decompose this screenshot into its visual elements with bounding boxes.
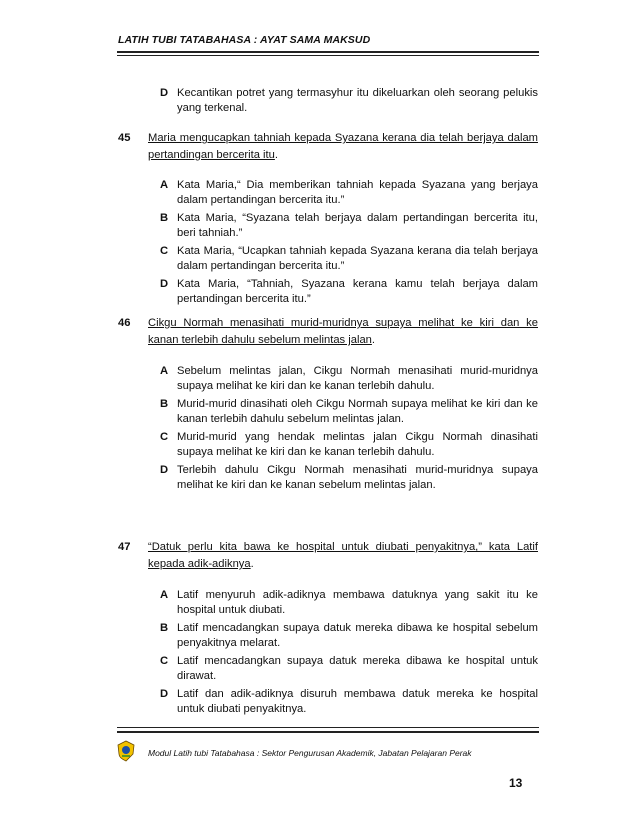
option-text: Latif menyuruh adik-adiknya membawa datuknya yang sakit itu ke hospital untuk diubati. <box>177 589 538 616</box>
prompt-tail: . <box>274 149 278 161</box>
option-letter: D <box>160 464 169 476</box>
option-text: Murid-murid dinasihati oleh Cikgu Normah supaya melihat ke kiri dan ke kanan terlebih dahulu sebelum melintas jalan. <box>177 398 538 425</box>
prompt-underlined: Cikgu Normah menasihati murid-muridnya supaya melihat ke kiri dan ke kanan terlebih dahulu sebelum melintas jalan <box>148 317 538 346</box>
state-crest-logo-icon <box>116 740 136 762</box>
option-d <box>160 463 538 492</box>
question-prompt <box>148 539 538 573</box>
prompt-tail: . <box>371 334 376 346</box>
option-a <box>160 178 538 207</box>
question-number: 45 <box>118 132 131 144</box>
option-letter: A <box>160 179 169 191</box>
question-number: 46 <box>118 317 131 329</box>
footer-text: Modul Latih tubi Tatabahasa : Sektor Pengurusan Akademik, Jabatan Pelajaran Perak <box>148 748 472 758</box>
header-divider-thin <box>117 55 539 56</box>
option-text: Latif dan adik-adiknya disuruh membawa datuk mereka ke hospital untuk diubati penyakitnya. <box>177 688 538 715</box>
option-a <box>160 364 538 393</box>
footer-divider <box>117 731 539 733</box>
options-47 <box>160 588 538 720</box>
option-d <box>160 86 538 115</box>
option-text: Kecantikan potret yang termasyhur itu dikeluarkan oleh seorang pelukis yang terkenal. <box>177 87 538 114</box>
option-letter: C <box>160 245 169 257</box>
option-d <box>160 277 538 306</box>
options-45 <box>160 178 538 310</box>
options-46 <box>160 364 538 496</box>
option-text: Terlebih dahulu Cikgu Normah menasihati murid-muridnya supaya melihat ke kiri dan ke kanan sebelum melintas jalan. <box>177 464 538 491</box>
option-text: Murid-murid yang hendak melintas jalan Cikgu Normah dinasihati supaya melihat ke kiri dan ke kanan terlebih dahulu. <box>177 431 538 458</box>
prompt-underlined: “Datuk perlu kita bawa ke hospital untuk diubati penyakitnya,” kata Latif kepada adik-adiknya <box>148 541 538 570</box>
option-c <box>160 430 538 459</box>
header-divider <box>117 51 539 53</box>
option-letter: C <box>160 655 169 667</box>
option-letter: C <box>160 431 169 443</box>
option-letter: A <box>160 589 169 601</box>
option-c <box>160 244 538 273</box>
page-header-title: LATIH TUBI TATABAHASA : AYAT SAMA MAKSUD <box>118 34 371 46</box>
option-letter: B <box>160 622 169 634</box>
option-text: Latif mencadangkan supaya datuk mereka dibawa ke hospital untuk dirawat. <box>177 655 538 682</box>
question-number: 47 <box>118 541 131 553</box>
option-text: Latif mencadangkan supaya datuk mereka dibawa ke hospital sebelum penyakitnya melarat. <box>177 622 538 649</box>
option-letter: B <box>160 398 169 410</box>
prompt-tail: . <box>250 558 254 570</box>
option-c <box>160 654 538 683</box>
option-text: Kata Maria, “Tahniah, Syazana kerana kamu telah berjaya dalam pertandingan bercerita itu.” <box>177 278 538 305</box>
question-46 <box>118 315 538 349</box>
option-a <box>160 588 538 617</box>
option-text: Kata Maria, “Syazana telah berjaya dalam pertandingan bercerita itu, beri tahniah.” <box>177 212 538 239</box>
option-letter: D <box>160 688 169 700</box>
question-prompt <box>148 315 538 349</box>
option-b <box>160 621 538 650</box>
option-text: Sebelum melintas jalan, Cikgu Normah menasihati murid-muridnya supaya melihat ke kiri dan ke kanan terlebih dahulu. <box>177 365 538 392</box>
question-47 <box>118 539 538 573</box>
option-d <box>160 687 538 716</box>
option-letter: A <box>160 365 169 377</box>
option-b <box>160 211 538 240</box>
option-letter: B <box>160 212 169 224</box>
option-letter: D <box>160 278 169 290</box>
option-text: Kata Maria, “Ucapkan tahniah kepada Syazana kerana dia telah berjaya dalam pertandingan bercerita itu.” <box>177 245 538 272</box>
carryover-option <box>160 86 538 119</box>
footer-divider-thin <box>117 727 539 728</box>
question-45 <box>118 130 538 164</box>
option-letter: D <box>160 87 169 99</box>
option-b <box>160 397 538 426</box>
prompt-underlined: Maria mengucapkan tahniah kepada Syazana kerana dia telah berjaya dalam pertandingan bercerita itu <box>148 132 538 161</box>
page-number: 13 <box>509 776 523 790</box>
question-prompt <box>148 130 538 164</box>
option-text: Kata Maria,“ Dia memberikan tahniah kepada Syazana yang berjaya dalam pertandingan bercerita itu.” <box>177 179 538 206</box>
